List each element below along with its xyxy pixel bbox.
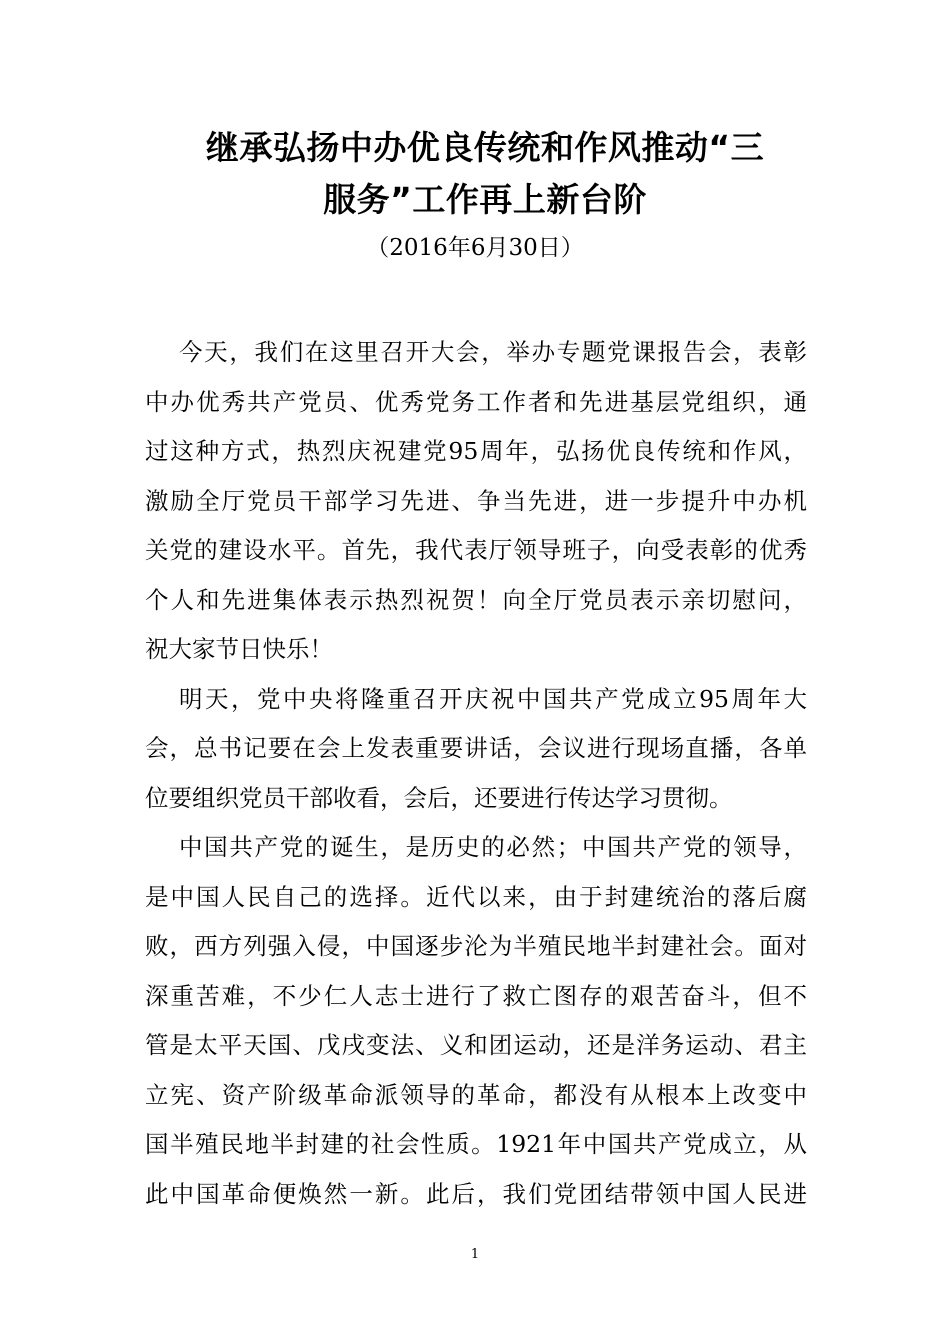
paragraph-line: 个人和先进集体表示热烈祝贺！向全厅党员表示亲切慰问， xyxy=(145,585,807,614)
document-body xyxy=(145,328,807,1219)
paragraph-line: 是中国人民自己的选择。近代以来，由于封建统治的落后腐 xyxy=(145,882,807,911)
paragraph-line: 会，总书记要在会上发表重要讲话，会议进行现场直播，各单 xyxy=(145,734,807,762)
document-date: （2016年6月30日） xyxy=(366,235,584,261)
paragraph-line: 深重苦难，不少仁人志士进行了救亡图存的艰苦奋斗，但不 xyxy=(145,981,807,1010)
paragraph-line: 位要组织党员干部收看，会后，还要进行传达学习贯彻。 xyxy=(145,783,733,812)
page-number: 1 xyxy=(470,1247,480,1262)
title-line-1: 继承弘扬中办优良传统和作风推动“三 xyxy=(205,128,765,167)
paragraph-3 xyxy=(145,823,807,1219)
paragraph-line: 过这种方式，热烈庆祝建党95周年，弘扬优良传统和作风， xyxy=(145,437,807,465)
paragraph-line: 管是太平天国、戊戌变法、义和团运动，还是洋务运动、君主 xyxy=(145,1031,807,1059)
document-title xyxy=(120,122,850,226)
title-line-2: 服务”工作再上新台阶 xyxy=(323,180,647,219)
paragraph-line: 中国共产党的诞生，是历史的必然；中国共产党的领导， xyxy=(179,833,807,861)
paragraph-2 xyxy=(145,675,807,824)
paragraph-line: 败，西方列强入侵，中国逐步沦为半殖民地半封建社会。面对 xyxy=(145,932,807,960)
paragraph-line: 此中国革命便焕然一新。此后，我们党团结带领中国人民进 xyxy=(145,1179,807,1208)
paragraph-line: 今天，我们在这里召开大会，举办专题党课报告会，表彰 xyxy=(179,338,807,366)
paragraph-line: 国半殖民地半封建的社会性质。1921年中国共产党成立，从 xyxy=(145,1130,807,1158)
paragraph-line: 关党的建设水平。首先，我代表厅领导班子，向受表彰的优秀 xyxy=(145,536,807,564)
paragraph-line: 中办优秀共产党员、优秀党务工作者和先进基层党组织，通 xyxy=(145,387,807,416)
paragraph-1 xyxy=(145,328,807,675)
paragraph-line: 明天，党中央将隆重召开庆祝中国共产党成立95周年大 xyxy=(179,684,807,713)
paragraph-line: 祝大家节日快乐！ xyxy=(145,635,333,663)
paragraph-line: 立宪、资产阶级革命派领导的革命，都没有从根本上改变中 xyxy=(145,1080,807,1109)
paragraph-line: 激励全厅党员干部学习先进、争当先进，进一步提升中办机 xyxy=(145,486,807,515)
